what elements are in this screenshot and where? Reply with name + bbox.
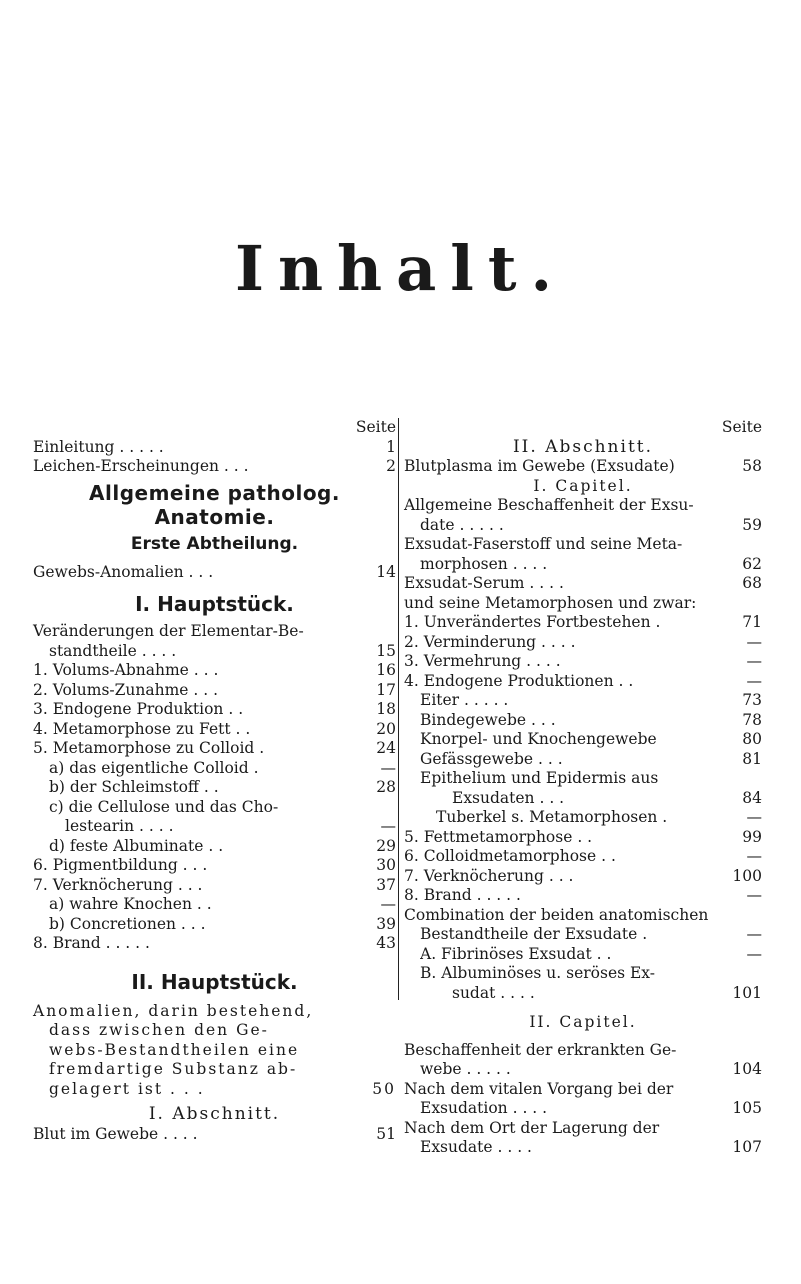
toc-entry: Anomalien, darin bestehend, bbox=[33, 1001, 314, 1020]
toc-entry: Bestandtheile der Exsudate . — bbox=[420, 925, 762, 943]
toc-entry: Knorpel- und Knochengewebe 80 bbox=[420, 730, 762, 748]
toc-entry: Eiter . . . . . 73 bbox=[420, 691, 762, 709]
toc-entry: Veränderungen der Elementar-Be- bbox=[33, 622, 304, 640]
toc-entry: webe . . . . . 104 bbox=[420, 1060, 762, 1078]
toc-entry: Einleitung . . . . . 1 bbox=[33, 437, 396, 456]
toc-entry: morphosen . . . . 62 bbox=[420, 554, 762, 573]
toc-entry: a) wahre Knochen . . — bbox=[49, 895, 396, 913]
toc-entry: 1. Volums-Abnahme . . . 16 bbox=[33, 661, 396, 679]
toc-entry: B. Albuminöses u. seröses Ex- bbox=[420, 964, 656, 982]
toc-right-column bbox=[404, 418, 762, 1158]
toc-entry: Gewebs-Anomalien . . . 14 bbox=[33, 562, 396, 581]
toc-entry: a) das eigentliche Colloid . — bbox=[49, 758, 396, 777]
toc-entry: Blut im Gewebe . . . . 51 bbox=[33, 1124, 396, 1143]
toc-entry: Bindegewebe . . . 78 bbox=[420, 710, 762, 729]
section-heading: II. Capitel. bbox=[529, 1013, 637, 1031]
toc-entry: Leichen-Erscheinungen . . . 2 bbox=[33, 457, 396, 475]
toc-entry: Nach dem vitalen Vorgang bei der bbox=[404, 1079, 674, 1098]
toc-entry: b) der Schleimstoff . . 28 bbox=[49, 778, 396, 796]
toc-entry: Beschaffenheit der erkrankten Ge- bbox=[404, 1040, 677, 1059]
toc-entry: c) die Cellulose und das Cho- bbox=[49, 797, 279, 816]
toc-entry: standtheile . . . . 15 bbox=[49, 641, 396, 660]
toc-entry: 8. Brand . . . . . 43 bbox=[33, 934, 396, 952]
toc-entry: 3. Vermehrung . . . . — bbox=[404, 652, 762, 670]
toc-entry: Combination der beiden anatomischen bbox=[404, 905, 709, 924]
section-heading: Anatomie. bbox=[154, 504, 275, 529]
toc-entry: Exsudaten . . . 84 bbox=[452, 788, 762, 807]
toc-entry: date . . . . . 59 bbox=[420, 515, 762, 534]
toc-entry: 5. Metamorphose zu Colloid . 24 bbox=[33, 739, 396, 757]
toc-entry: A. Fibrinöses Exsudat . . — bbox=[420, 944, 762, 963]
page-title: Inhalt. bbox=[234, 232, 567, 305]
toc-entry: Exsudate . . . . 107 bbox=[420, 1138, 762, 1156]
toc-entry: 7. Verknöcherung . . . 37 bbox=[33, 875, 396, 894]
toc-left-column bbox=[33, 418, 396, 1144]
toc-entry: Tuberkel s. Metamorphosen . — bbox=[436, 808, 762, 826]
toc-entry: Allgemeine Beschaffenheit der Exsu- bbox=[404, 496, 694, 514]
chapter-heading: II. Hauptstück. bbox=[131, 969, 298, 994]
toc-entry: Epithelium und Epidermis aus bbox=[420, 769, 659, 787]
toc-entry: Gefässgewebe . . . 81 bbox=[420, 749, 762, 768]
section-heading: Erste Abtheilung. bbox=[130, 533, 299, 554]
toc-entry: webs-Bestandtheilen eine bbox=[49, 1040, 300, 1059]
toc-entry: 3. Endogene Produktion . . 18 bbox=[33, 700, 396, 718]
toc-entry: 2. Verminderung . . . . — bbox=[404, 632, 762, 651]
toc-entry: b) Concretionen . . . 39 bbox=[49, 914, 396, 933]
toc-entry: fremdartige Substanz ab- bbox=[49, 1060, 298, 1078]
toc-entry: Exsudation . . . . 105 bbox=[420, 1099, 762, 1117]
toc-entry: lestearin . . . . — bbox=[65, 817, 396, 835]
toc-entry: 7. Verknöcherung . . . 100 bbox=[404, 866, 762, 885]
toc-entry: sudat . . . . 101 bbox=[452, 983, 762, 1002]
toc-entry: 4. Endogene Produktionen . . — bbox=[404, 671, 762, 690]
section-heading: I. Capitel. bbox=[533, 476, 633, 495]
section-heading: I. Abschnitt. bbox=[148, 1104, 281, 1124]
toc-entry: Exsudat-Serum . . . . 68 bbox=[404, 574, 762, 592]
toc-entry: 6. Pigmentbildung . . . 30 bbox=[33, 856, 396, 874]
section-heading: Allgemeine patholog. bbox=[89, 480, 340, 505]
toc-entry: 2. Volums-Zunahme . . . 17 bbox=[33, 680, 396, 699]
column-divider bbox=[398, 418, 399, 1000]
toc-entry: d) feste Albuminate . . 29 bbox=[49, 836, 396, 855]
toc-entry: Exsudat-Faserstoff und seine Meta- bbox=[404, 535, 683, 553]
toc-entry: gelagert ist . . . 50 bbox=[49, 1079, 396, 1098]
toc-entry: Blutplasma im Gewebe (Exsudate) 58 bbox=[404, 457, 762, 475]
toc-entry: dass zwischen den Ge- bbox=[49, 1021, 269, 1039]
toc-entry: 6. Colloidmetamorphose . . — bbox=[404, 847, 762, 865]
toc-entry: 4. Metamorphose zu Fett . . 20 bbox=[33, 719, 396, 738]
toc-entry: 5. Fettmetamorphose . . 99 bbox=[404, 827, 762, 846]
page-column-header: Seite bbox=[721, 418, 762, 436]
toc-entry: und seine Metamorphosen und zwar: bbox=[404, 593, 697, 612]
chapter-heading: I. Hauptstück. bbox=[135, 592, 294, 616]
toc-entry: Nach dem Ort der Lagerung der bbox=[404, 1118, 660, 1137]
toc-entry: 1. Unverändertes Fortbestehen . 71 bbox=[404, 613, 762, 631]
page-column-header: Seite bbox=[355, 418, 396, 436]
toc-entry: 8. Brand . . . . . — bbox=[404, 886, 762, 904]
section-heading: II. Abschnitt. bbox=[512, 436, 654, 457]
